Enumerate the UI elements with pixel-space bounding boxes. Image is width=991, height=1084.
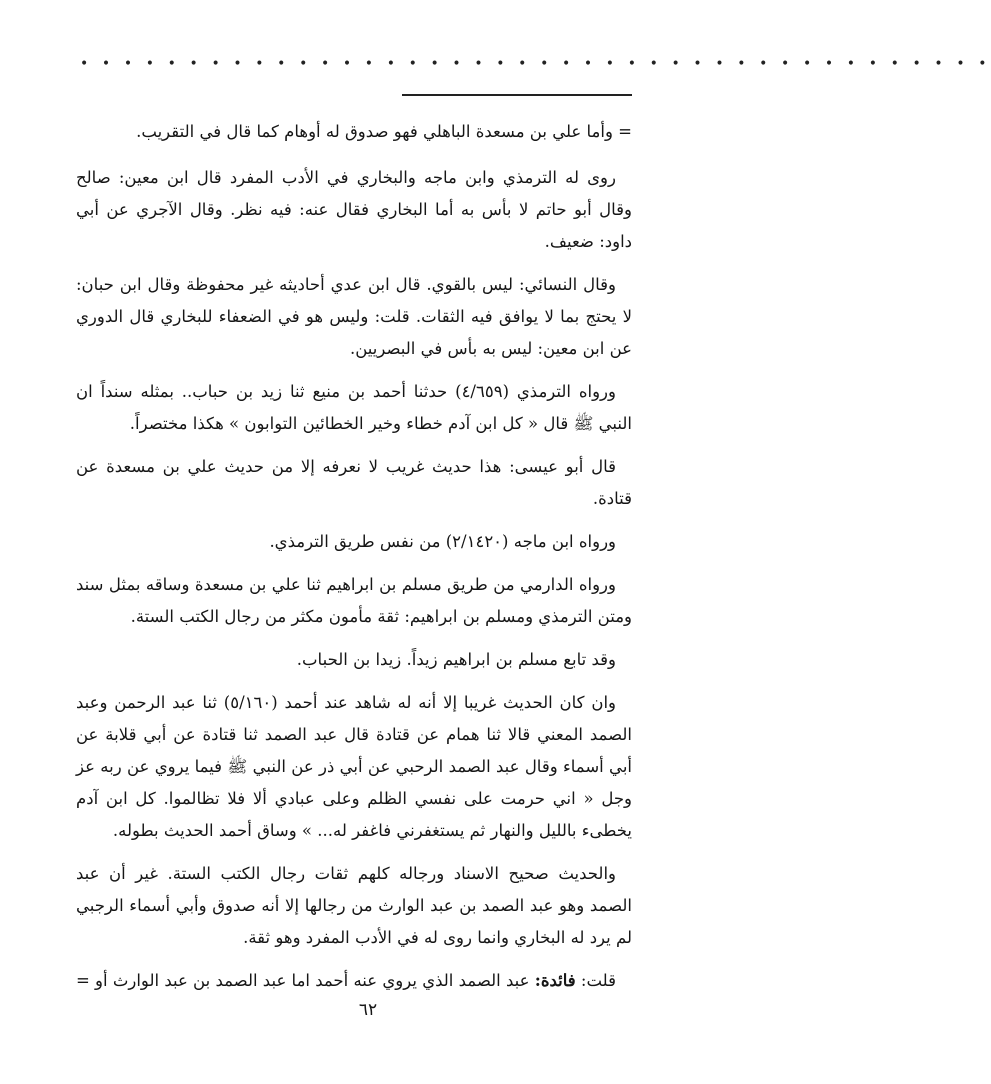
paragraph-8: وقد تابع مسلم بن ابراهيم زيداً. زيدا بن الحباب. [296, 650, 616, 669]
paragraph-6: ورواه ابن ماجه (٢/١٤٢٠) من نفس طريق الترمذي. [269, 532, 616, 551]
paragraph-3: وقال النسائي: ليس بالقوي. قال ابن عدي أحاديثه غير محفوظة وقال ابن حبان: لا يحتج بما لا يوافق فيه الثقات. قلت: وليس هو في الضعفاء للبخاري قال الدوري عن ابن معين: ليس به بأس في البصريين. [76, 275, 632, 358]
paragraph-10: والحديث صحيح الاسناد ورجاله كلهم ثقات رجال الكتب الستة. غير أن عبد الصمد وهو عبد الصمد بن عبد الوارث من رجالها إلا أنه صدوق وأبي أسماء الرجبي لم يرد له البخاري وانما روى له في الأدب المفرد وهو ثقة. [76, 864, 632, 947]
paragraph-11 [76, 965, 632, 997]
last-line-rest: عبد الصمد الذي يروي عنه أحمد اما عبد الصمد بن عبد الوارث أو = [75, 971, 535, 990]
paragraph-9: وان كان الحديث غريبا إلا أنه له شاهد عند أحمد (٥/١٦٠) ثنا عبد الرحمن وعبد الصمد المعني قالا ثنا همام عن قتادة قال عبد الصمد ثنا قتادة عن أبي قلابة عن أبي أسماء وقال عبد الصمد الرحبي عن أبي ذر عن النبي ﷺ فيما يروي عن ربه عز وجل « اني حرمت على نفسي الظلم وعلى عبادي ألا فلا تظالموا. كل ابن آدم يخطىء بالليل والنهار ثم يستغفرني فاغفر له... » وساق أحمد الحديث بطوله. [76, 693, 632, 840]
faida-label: فائدة: [534, 971, 576, 990]
paragraph-7: ورواه الدارمي من طريق مسلم بن ابراهيم ثنا علي بن مسعدة وساقه بمثل سند ومتن الترمذي ومسلم بن ابراهيم: ثقة مأمون مكثر من رجال الكتب الستة. [76, 575, 632, 626]
paragraph-2: روى له الترمذي وابن ماجه والبخاري في الأدب المفرد قال ابن معين: صالح وقال أبو حاتم لا بأس به أما البخاري فقال عنه: فيه نظر. وقال الآجري عن أبي داود: ضعيف. [76, 168, 632, 251]
footnote-separator-line [402, 94, 632, 96]
paragraph-5: قال أبو عيسى: هذا حديث غريب لا نعرفه إلا من حديث علي بن مسعدة عن قتادة. [76, 457, 632, 508]
page-body [76, 116, 632, 1008]
header-dotted-rule: • • • • • • • • • • • • • • • • • • • • • • • • • • • • • • • • • • • • • • • • • • [80, 56, 991, 72]
page-number: ٦٢ [358, 1000, 378, 1020]
paragraph-4: ورواه الترمذي (٤/٦٥٩) حدثنا أحمد بن منيع ثنا زيد بن حباب.. بمثله سنداً ان النبي ﷺ قال « كل ابن آدم خطاء وخير الخطائين التوابون » هكذا مختصراً. [76, 382, 632, 433]
last-line-prefix: قلت: [575, 971, 616, 990]
paragraph-1: = وأما علي بن مسعدة الباهلي فهو صدوق له أوهام كما قال في التقريب. [136, 122, 632, 141]
